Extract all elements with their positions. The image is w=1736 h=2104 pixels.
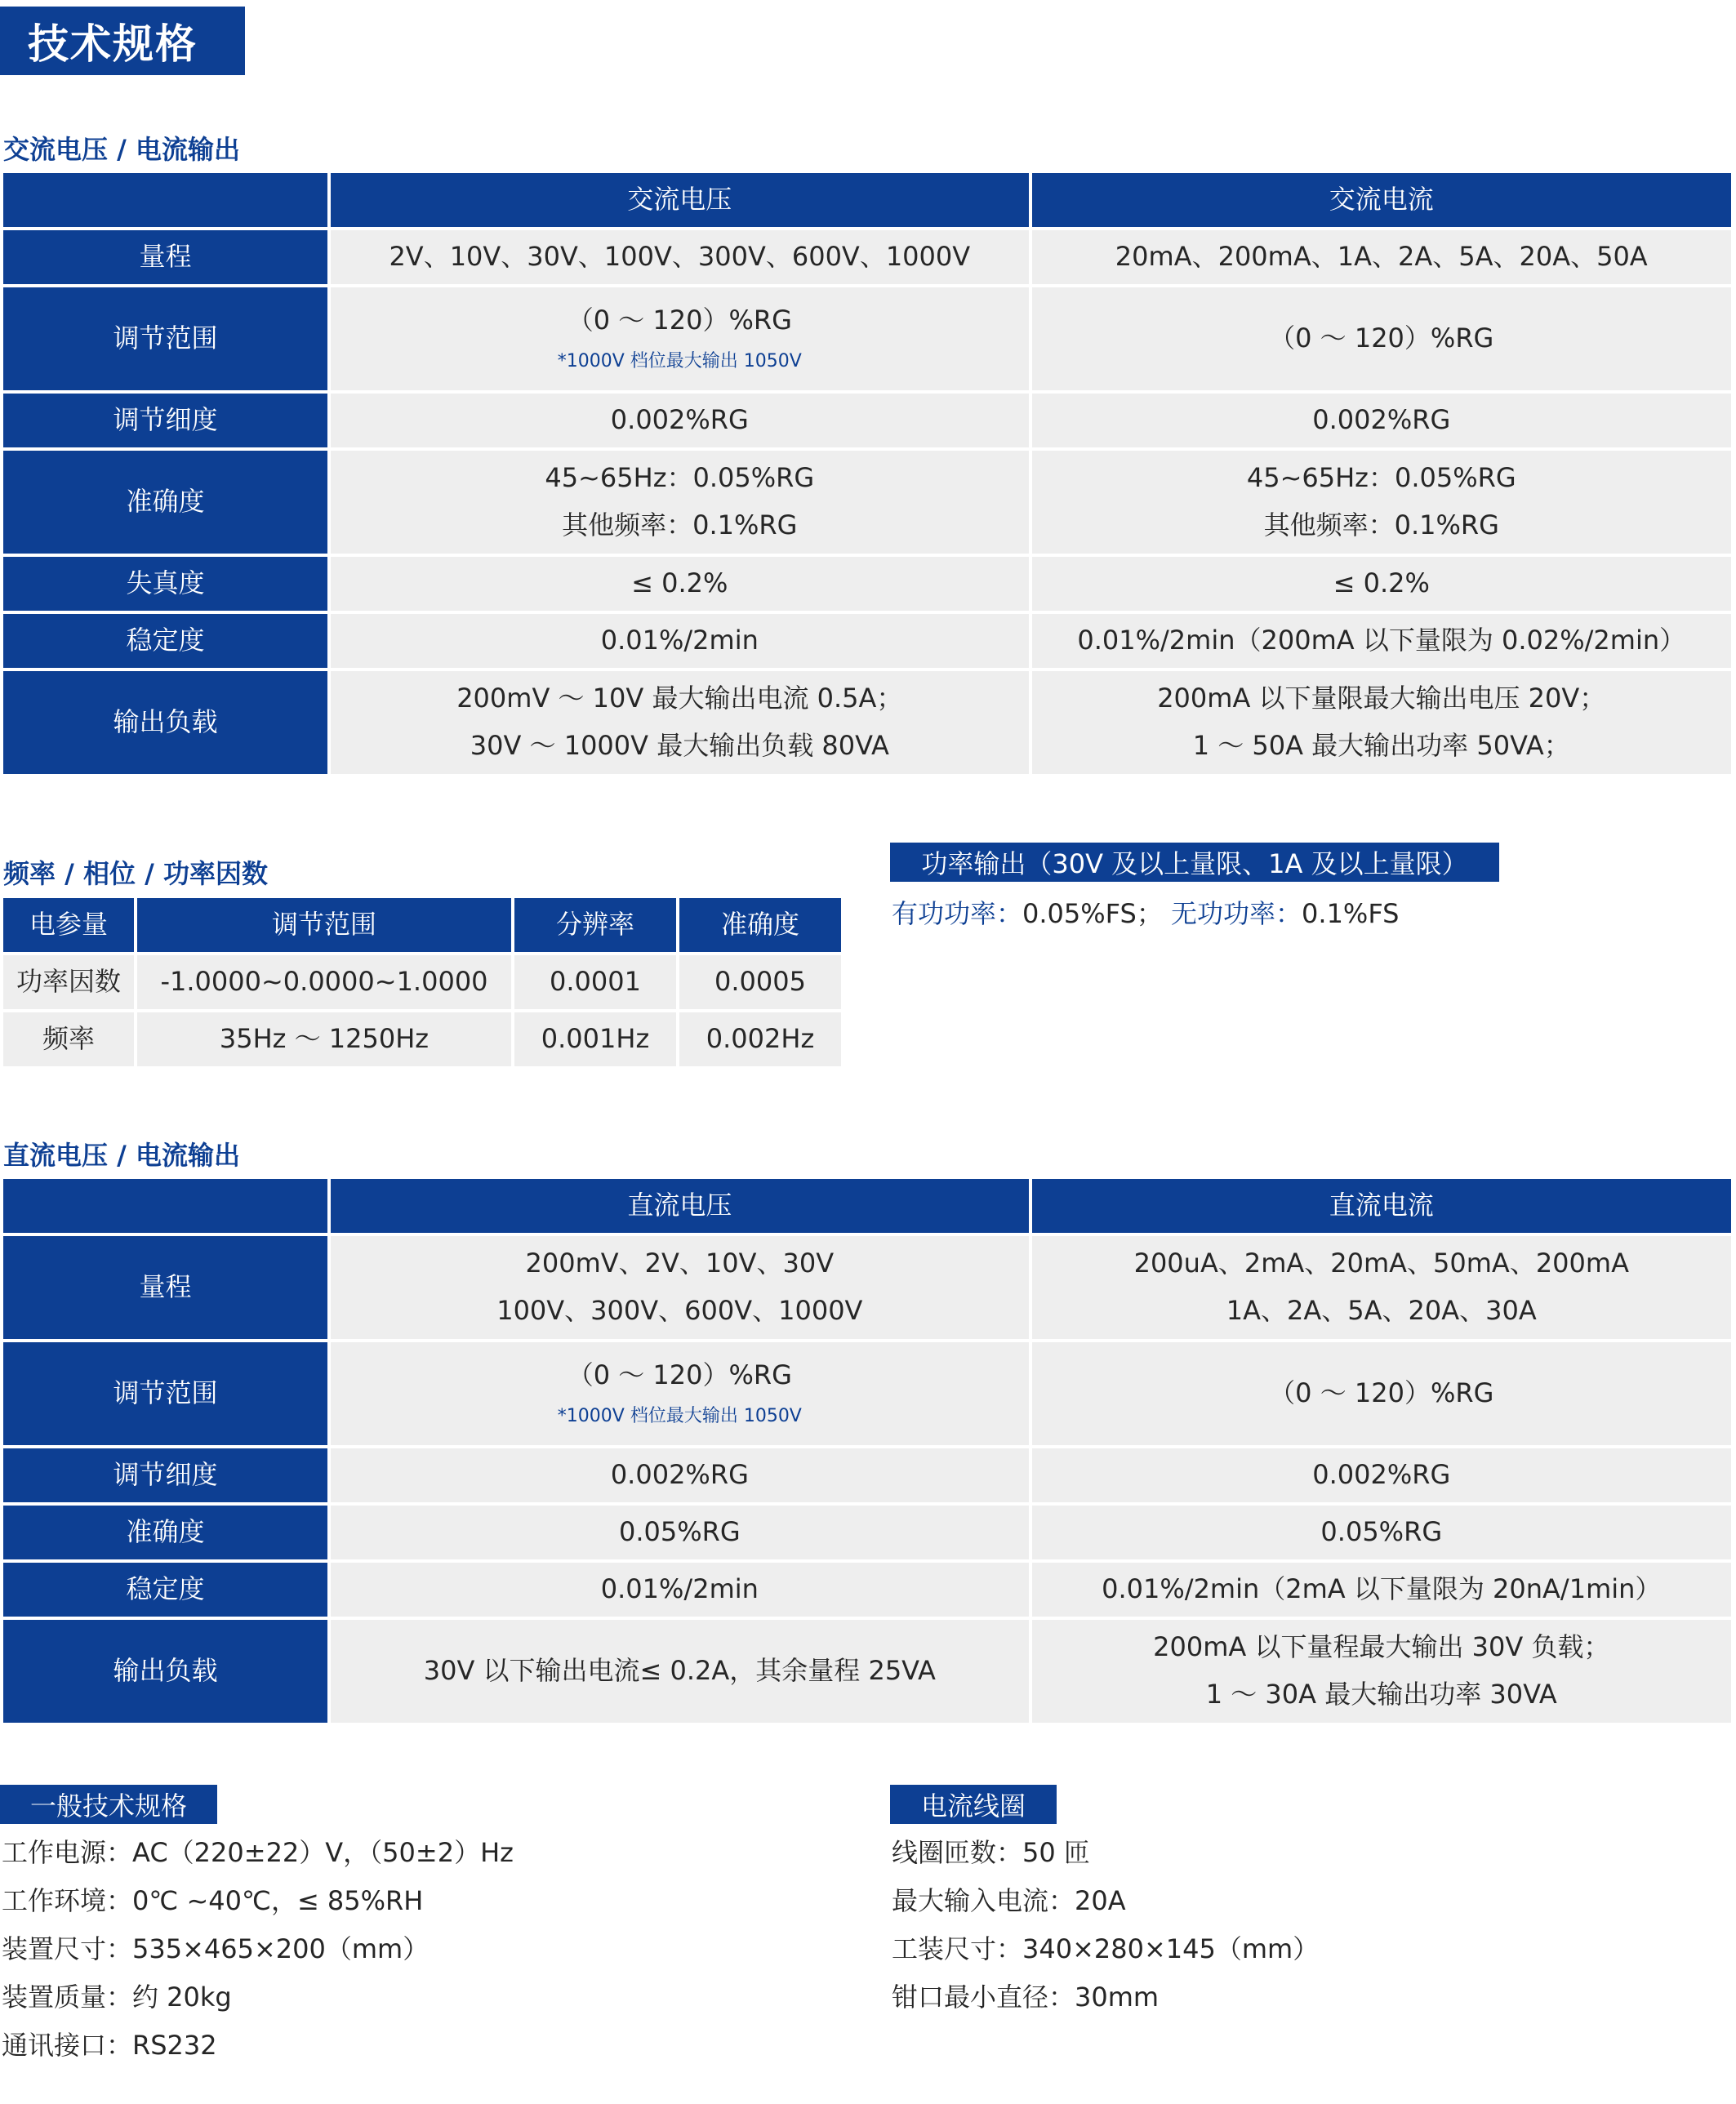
freq-table	[0, 895, 844, 1070]
cell-line: 其他频率：0.1%RG	[562, 509, 798, 540]
cell-line: 20mA、200mA、1A、2A、5A、20A、50A	[1115, 241, 1648, 273]
row-label: 准确度	[3, 1506, 327, 1559]
cell-line: 0.01%/2min	[600, 625, 759, 656]
freq-header-param: 电参量	[3, 898, 134, 952]
cell-line: 0.01%/2min（200mA 以下量限为 0.02%/2min）	[1077, 625, 1686, 656]
active-power-value: 0.05%FS；	[1022, 898, 1163, 929]
cell-line: ≤ 0.2%	[1333, 567, 1430, 599]
row-label: 调节细度	[3, 394, 327, 447]
cell-line: 200uA、2mA、20mA、50mA、200mA	[1133, 1248, 1629, 1279]
voltage-cell	[331, 1620, 1028, 1723]
cell-line: 其他频率：0.1%RG	[1263, 509, 1499, 540]
freq-cell: 0.002Hz	[679, 1012, 841, 1066]
coil-spec-line: 最大输入电流：20A	[892, 1885, 1126, 1916]
row-label: 输出负载	[3, 1620, 327, 1723]
table-row	[3, 1342, 1731, 1445]
voltage-cell	[331, 1506, 1028, 1559]
current-cell	[1032, 1563, 1731, 1617]
range-note: *1000V 档位最大输出 1050V	[557, 1405, 802, 1426]
voltage-cell	[331, 614, 1028, 668]
table-row	[3, 1506, 1731, 1559]
cell-line: 0.01%/2min（2mA 以下量限为 20nA/1min）	[1102, 1573, 1662, 1605]
voltage-cell	[331, 671, 1028, 774]
coil-spec-line: 工装尺寸：340×280×145（mm）	[892, 1933, 1320, 1964]
freq-cell: 0.0001	[514, 955, 676, 1009]
current-cell	[1032, 1342, 1731, 1445]
row-label: 稳定度	[3, 614, 327, 668]
table-row	[3, 671, 1731, 774]
page-title: 技术规格	[0, 7, 245, 75]
cell-line: （0 ～ 120）%RG	[1269, 1377, 1494, 1409]
current-cell	[1032, 1620, 1731, 1723]
cell-line: 1 ～ 50A 最大输出功率 50VA；	[1192, 730, 1570, 761]
table-row	[3, 955, 841, 1009]
current-cell	[1032, 451, 1732, 554]
table-row	[3, 1236, 1731, 1339]
cell-line: 100V、300V、600V、1000V	[496, 1295, 863, 1326]
cell-line: ≤ 0.2%	[631, 567, 728, 599]
table-row	[3, 557, 1731, 611]
reactive-power-value: 0.1%FS	[1302, 898, 1400, 929]
row-label: 量程	[3, 230, 327, 284]
cell-line: 200mV ～ 10V 最大输出电流 0.5A；	[456, 683, 903, 714]
current-cell	[1032, 394, 1732, 447]
freq-header-range: 调节范围	[137, 898, 511, 952]
voltage-cell	[331, 1236, 1028, 1339]
current-cell	[1032, 1236, 1731, 1339]
voltage-cell	[331, 1563, 1028, 1617]
current-cell	[1032, 230, 1732, 284]
voltage-cell	[331, 230, 1028, 284]
current-cell	[1032, 614, 1732, 668]
ac-col-voltage: 交流电压	[331, 173, 1028, 227]
coil-spec-line: 钳口最小直径：30mm	[892, 1982, 1160, 2013]
cell-line: 0.01%/2min	[600, 1573, 759, 1605]
cell-line: （0 ～ 120）%RG	[567, 304, 792, 336]
dc-spec-table	[0, 1176, 1734, 1726]
freq-header-resolution: 分辨率	[514, 898, 676, 952]
general-spec-line: 装置尺寸：535×465×200（mm）	[2, 1933, 430, 1964]
voltage-cell	[331, 1448, 1028, 1502]
general-spec-line: 工作环境：0℃ ~40℃，≤ 85%RH	[2, 1885, 424, 1916]
table-row	[3, 614, 1731, 668]
cell-line: 30V ～ 1000V 最大输出负载 80VA	[470, 730, 889, 761]
ac-section-heading: 交流电压 / 电流输出	[3, 134, 240, 165]
power-output-line	[892, 893, 1399, 931]
row-label: 准确度	[3, 451, 327, 554]
voltage-cell	[331, 557, 1028, 611]
row-label: 调节范围	[3, 287, 327, 390]
row-label: 量程	[3, 1236, 327, 1339]
cell-line: （0 ～ 120）%RG	[567, 1359, 792, 1390]
dc-col-voltage: 直流电压	[331, 1179, 1028, 1233]
freq-cell: 0.0005	[679, 955, 841, 1009]
table-row	[3, 230, 1731, 284]
reactive-power-label: 无功功率：	[1171, 898, 1302, 929]
general-spec-line: 通讯接口：RS232	[2, 2030, 217, 2061]
cell-line: 1 ～ 30A 最大输出功率 30VA	[1205, 1679, 1557, 1710]
general-spec-line: 装置质量：约 20kg	[2, 1982, 232, 2013]
cell-line: 0.002%RG	[610, 404, 749, 436]
cell-line: 200mA 以下量限最大输出电压 20V；	[1157, 683, 1606, 714]
current-coil-tag: 电流线圈	[890, 1785, 1057, 1824]
current-cell	[1032, 1506, 1731, 1559]
power-output-tag: 功率输出（30V 及以上量限、1A 及以上量限）	[890, 843, 1499, 882]
cell-line: 45~65Hz：0.05%RG	[545, 462, 815, 494]
general-spec-line: 工作电源：AC（220±22）V，（50±2）Hz	[2, 1837, 514, 1868]
freq-cell: 功率因数	[3, 955, 134, 1009]
current-cell	[1032, 287, 1732, 390]
dc-col-current: 直流电流	[1032, 1179, 1731, 1233]
cell-line: 0.002%RG	[1312, 1459, 1451, 1491]
ac-col-current: 交流电流	[1032, 173, 1732, 227]
cell-line: 1A、2A、5A、20A、30A	[1226, 1295, 1537, 1326]
current-cell	[1032, 1448, 1731, 1502]
cell-line: 0.05%RG	[1320, 1516, 1443, 1548]
row-label: 稳定度	[3, 1563, 327, 1617]
voltage-cell	[331, 1342, 1028, 1445]
current-cell	[1032, 671, 1732, 774]
table-row	[3, 287, 1731, 390]
cell-line: 200mA 以下量程最大输出 30V 负载；	[1153, 1631, 1610, 1663]
table-row	[3, 1620, 1731, 1723]
voltage-cell	[331, 394, 1028, 447]
cell-line: 0.05%RG	[618, 1516, 741, 1548]
freq-cell: 0.001Hz	[514, 1012, 676, 1066]
voltage-cell	[331, 287, 1028, 390]
range-note: *1000V 档位最大输出 1050V	[557, 350, 802, 371]
cell-line: 45~65Hz：0.05%RG	[1246, 462, 1516, 494]
table-row	[3, 1563, 1731, 1617]
ac-corner-cell	[3, 173, 327, 227]
dc-section-heading: 直流电压 / 电流输出	[3, 1140, 240, 1171]
freq-cell: -1.0000~0.0000~1.0000	[137, 955, 511, 1009]
row-label: 调节细度	[3, 1448, 327, 1502]
ac-spec-table	[0, 170, 1734, 777]
cell-line: 2V、10V、30V、100V、300V、600V、1000V	[389, 241, 971, 273]
table-row	[3, 1012, 841, 1066]
cell-line: （0 ～ 120）%RG	[1269, 322, 1494, 354]
active-power-label: 有功功率：	[892, 898, 1023, 929]
table-row	[3, 451, 1731, 554]
current-cell	[1032, 557, 1732, 611]
voltage-cell	[331, 451, 1028, 554]
cell-line: 0.002%RG	[1312, 404, 1451, 436]
row-label: 调节范围	[3, 1342, 327, 1445]
cell-line: 200mV、2V、10V、30V	[525, 1248, 835, 1279]
table-row	[3, 1448, 1731, 1502]
row-label: 输出负载	[3, 671, 327, 774]
dc-corner-cell	[3, 1179, 327, 1233]
row-label: 失真度	[3, 557, 327, 611]
freq-cell: 频率	[3, 1012, 134, 1066]
coil-spec-line: 线圈匝数：50 匝	[892, 1837, 1090, 1868]
cell-line: 0.002%RG	[610, 1459, 749, 1491]
freq-cell: 35Hz ～ 1250Hz	[137, 1012, 511, 1066]
general-specs-tag: 一般技术规格	[0, 1785, 217, 1824]
table-row	[3, 394, 1731, 447]
cell-line: 30V 以下输出电流≤ 0.2A，其余量程 25VA	[423, 1655, 936, 1687]
freq-header-accuracy: 准确度	[679, 898, 841, 952]
freq-section-heading: 频率 / 相位 / 功率因数	[3, 858, 268, 889]
